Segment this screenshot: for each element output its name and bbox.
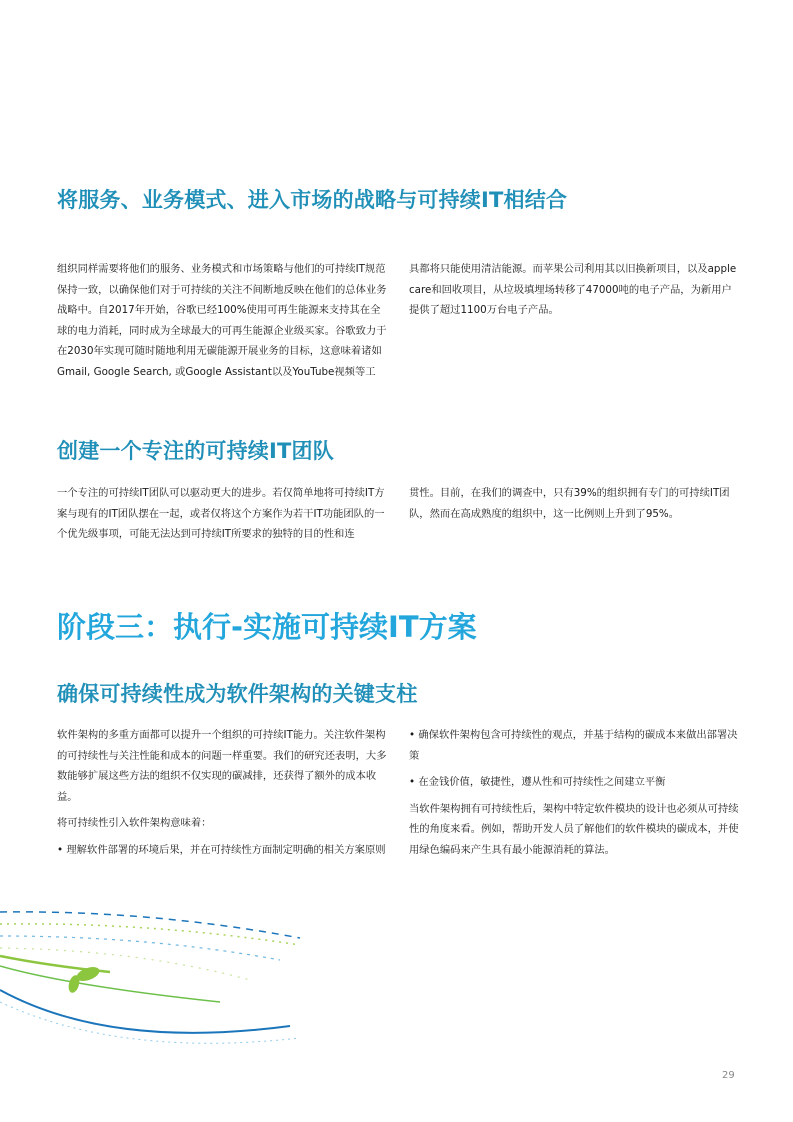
body-text: 一个专注的可持续IT团队可以驱动更大的进步。若仅简单地将可持续IT方案与现有的IT团队摆在一起，或者仅将这个方案作为若干IT功能团队的一个优先级事项，可能无法达到可持续IT所要求的独特的目的性和连 — [57, 487, 385, 540]
section3-right-column — [409, 725, 739, 860]
section1-right-column — [409, 259, 739, 321]
dotted-line — [0, 936, 280, 960]
dotted-arc — [0, 1002, 300, 1043]
section-heading-strategy: 将服务、业务模式、进入市场的战略与可持续IT相结合 — [57, 188, 568, 212]
section2-left-column — [57, 483, 387, 545]
blue-arc — [0, 990, 290, 1033]
body-text: 当软件架构拥有可持续性后，架构中特定软件模块的设计也必须从可持续性的角度来看。例如，帮助开发人员了解他们的软件模块的碳成本，并使用绿色编码来产生具有最小能源消耗的算法。 — [409, 802, 739, 856]
dashed-line — [0, 912, 300, 938]
section2-right-column — [409, 483, 739, 524]
body-text: 组织同样需要将他们的服务、业务模式和市场策略与他们的可持续IT规范保持一致，以确保他们对于可持续的关注不间断地反映在他们的总体业务战略中。自2017年开始，谷歌已经100%使用可再生能源来支持其在全球的电力消耗，同时成为全球最大的可再生能源企业级买家。谷歌致力于在2030年实现可随时随地利用无碳能源开展业务的目标，这意味着诸如Gmail, Google Search, 或Google Assistant以及YouTube视频等工 — [57, 263, 387, 378]
decorative-swoosh-graphic — [0, 890, 320, 1050]
body-text: 贯性。目前，在我们的调查中，只有39%的组织拥有专门的可持续IT团队，然而在高成熟度的组织中，这一比例则上升到了95%。 — [409, 487, 730, 520]
body-text: 软件架构的多重方面都可以提升一个组织的可持续IT能力。关注软件架构的可持续性与关注性能和成本的问题一样重要。我们的研究还表明，大多数能够扩展这些方法的组织不仅实现的碳减排，还获得了额外的成本收益。 — [57, 729, 387, 803]
section3-left-column — [57, 725, 387, 860]
section1-left-column — [57, 259, 387, 382]
bullet-item: • 确保软件架构包含可持续性的观点，并基于结构的碳成本来做出部署决策 — [409, 729, 738, 762]
dotted-line — [0, 924, 300, 945]
page-number: 29 — [722, 1070, 735, 1081]
body-text: 将可持续性引入软件架构意味着： — [57, 817, 212, 829]
bullet-item: • 在金钱价值，敏捷性，遵从性和可持续性之间建立平衡 — [409, 776, 666, 788]
phase-heading: 阶段三：执行-实施可持续IT方案 — [57, 610, 477, 644]
section-heading-team: 创建一个专注的可持续IT团队 — [57, 439, 334, 463]
body-text: 具都将只能使用清洁能源。而苹果公司利用其以旧换新项目，以及apple care和回收项目，从垃圾填埋场转移了47000吨的电子产品，为新用户提供了超过1100万台电子产品。 — [409, 263, 737, 316]
section-heading-architecture: 确保可持续性成为软件架构的关键支柱 — [57, 682, 418, 706]
bullet-item: • 理解软件部署的环境后果，并在可持续性方面制定明确的相关方案原则 — [57, 843, 386, 856]
